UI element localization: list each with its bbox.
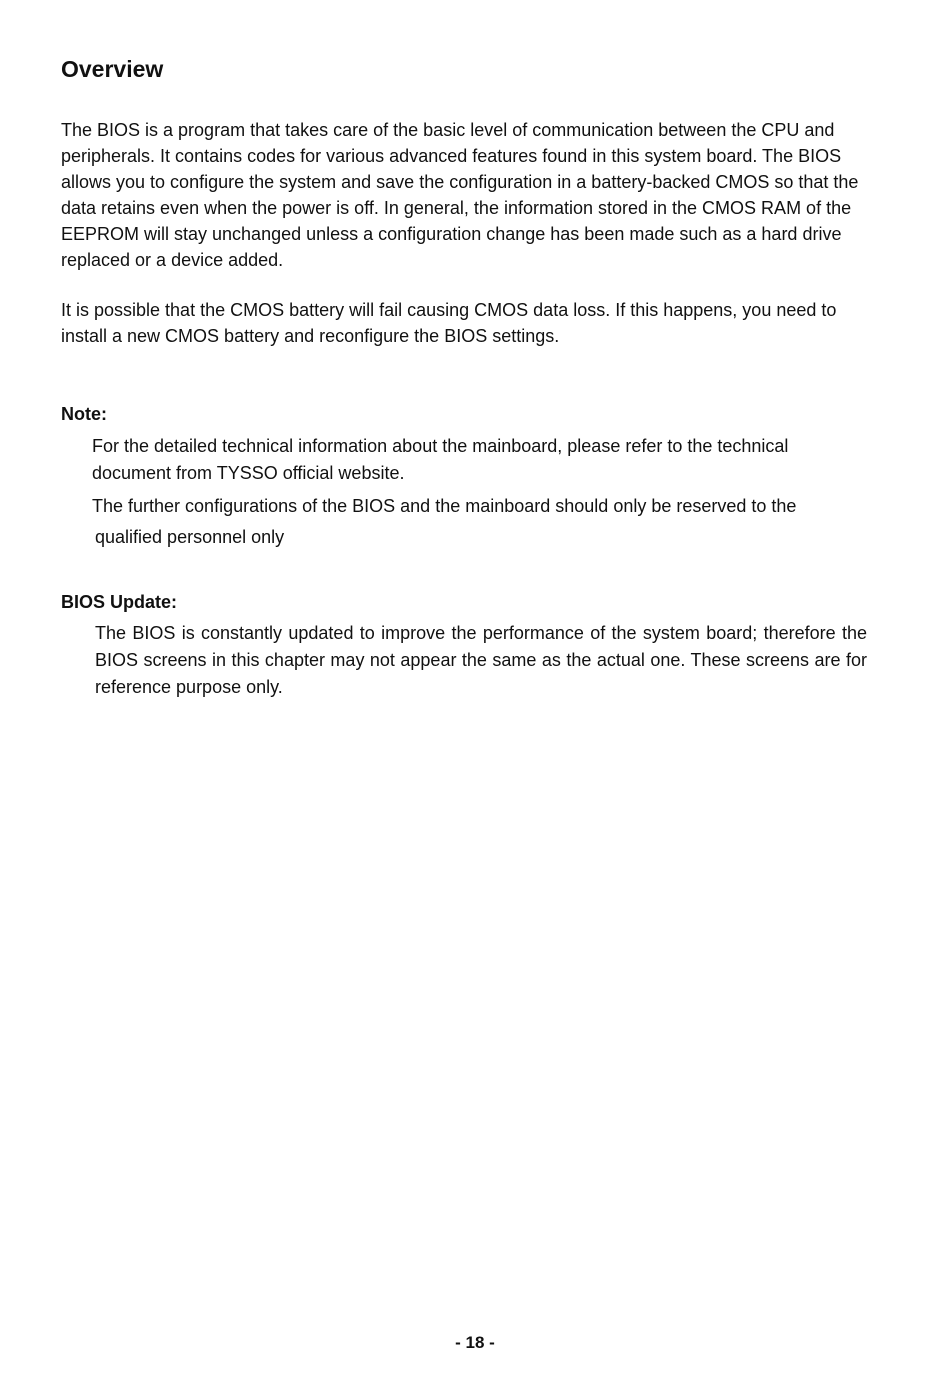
intro-paragraph-1: The BIOS is a program that takes care of the basic level of communication between the CPU and peripherals. It contains codes for various advanced features found in this system board. The BIOS allows you to configure the system and save the configuration in a battery-backed CMOS so that the data retains even when the power is off. In general, the information stored in the CMOS RAM of the EEPROM will stay unchanged unless a configuration change has been made such as a hard drive replaced or a device added. bbox=[61, 120, 859, 270]
note-line-1: For the detailed technical information about the mainboard, please refer to the technical bbox=[92, 436, 789, 456]
bios-update-heading: BIOS Update: bbox=[61, 592, 178, 612]
note-heading: Note: bbox=[61, 404, 107, 424]
page-title: Overview bbox=[61, 56, 164, 82]
note-line-4: qualified personnel only bbox=[95, 527, 285, 547]
bios-update-text: The BIOS is constantly updated to improve the performance of the system board; therefore the BIOS screens in this chapter may not appear the same as the actual one. These screens are for reference purpose only. bbox=[95, 623, 867, 697]
note-line-3: The further configurations of the BIOS and the mainboard should only be reserved to the bbox=[92, 496, 797, 516]
intro-paragraph-2: It is possible that the CMOS battery will fail causing CMOS data loss. If this happens, you need to install a new CMOS battery and reconfigure the BIOS settings. bbox=[61, 300, 837, 346]
note-line-2: document from TYSSO official website. bbox=[92, 463, 405, 483]
page-number: - 18 - bbox=[455, 1333, 495, 1352]
